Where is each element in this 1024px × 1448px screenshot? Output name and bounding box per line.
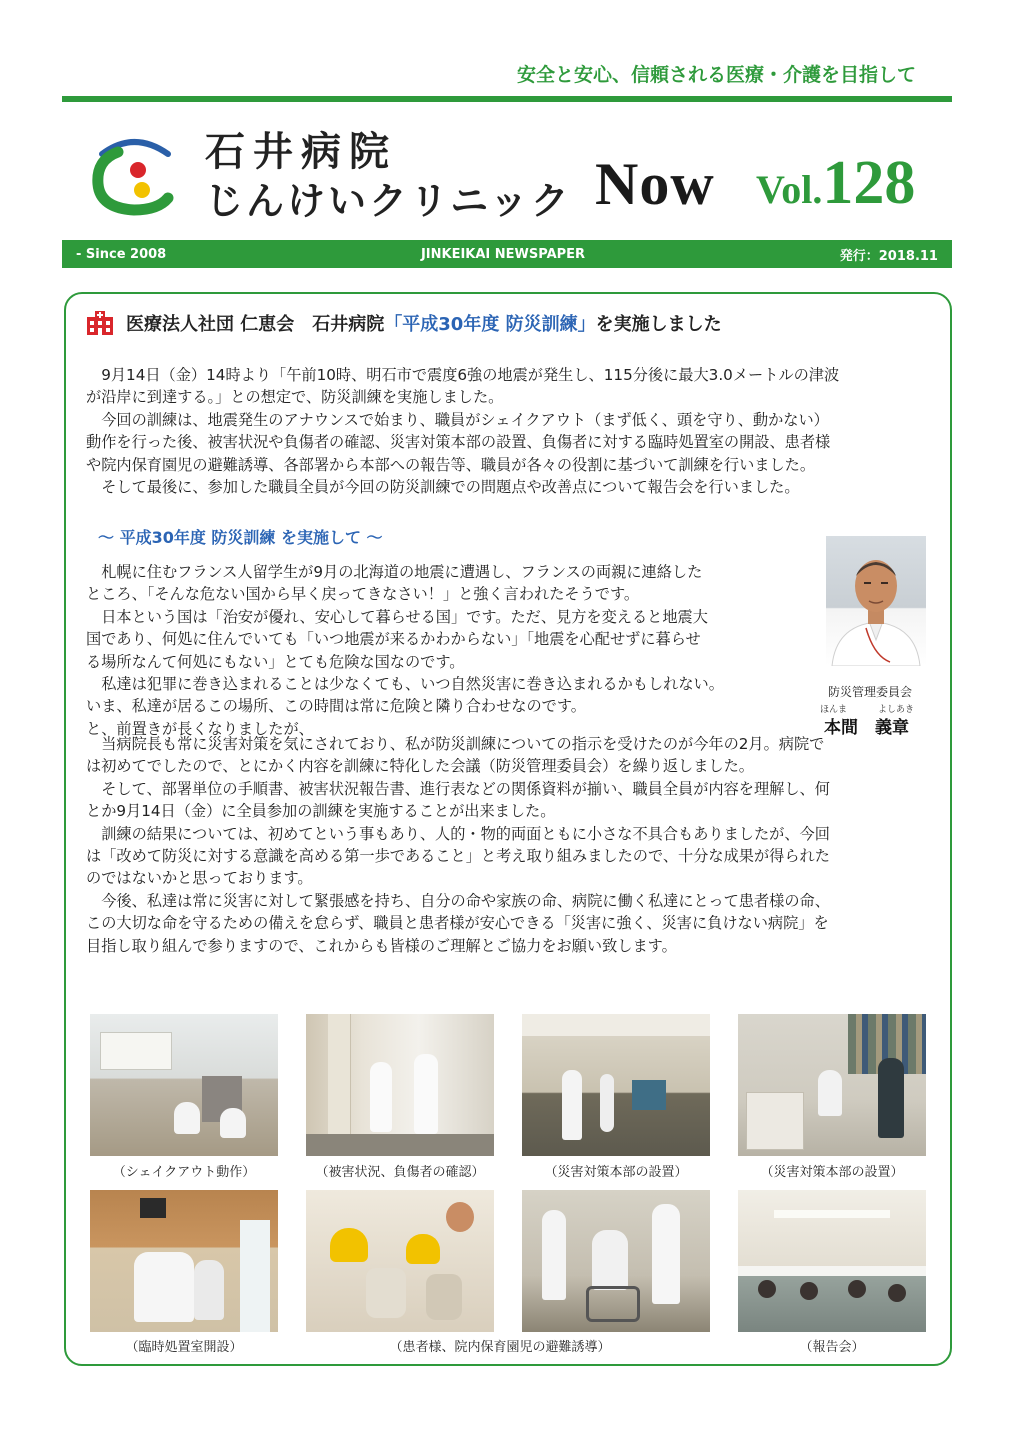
body-line: 日本という国は「治安が優れ、安心して暮らせる国」です。ただ、見方を変えると地震大 <box>101 607 708 626</box>
report-paragraph-narrow <box>86 561 798 740</box>
photo-caption: （患者様、院内保育園児の避難誘導） <box>389 1340 611 1355</box>
body-line: は「改めて防災に対する意識を高める第一歩であること」と考え取り組みましたので、十分な成果が得られた <box>86 847 830 866</box>
volume-prefix: Vol. <box>756 167 823 212</box>
volume-value: 128 <box>822 149 916 217</box>
issue-date: 発行：2018.11 <box>839 248 938 264</box>
title-hospital: 石井病院 <box>205 128 397 175</box>
author-portrait <box>826 536 926 666</box>
ruby-family: ほんま <box>820 705 848 715</box>
body-line: 目指し取り組んで参りますので、これからも皆様のご理解とご協力をお願い致します。 <box>86 936 677 955</box>
photo-caption: （災害対策本部の設置） <box>544 1165 688 1180</box>
hospital-building-icon <box>86 310 114 336</box>
photo-debrief <box>738 1190 926 1332</box>
title-suffix: を実施しました <box>595 314 722 335</box>
photo-caption: （シェイクアウト動作） <box>112 1165 256 1180</box>
photo-disaster-hq <box>738 1014 926 1156</box>
report-paragraph-wide <box>86 733 946 957</box>
photo-caption: （被害状況、負傷者の確認） <box>315 1165 485 1180</box>
intro-line: 今回の訓練は、地震発生のアナウンスで始まり、職員がシェイクアウト（まず低く、頭を守り、動かない） <box>101 410 829 429</box>
title-org: 医療法人社団 仁恵会 石井病院 <box>126 314 385 335</box>
intro-line: 動作を行った後、被害状況や負傷者の確認、災害対策本部の設置、負傷者に対する臨時処置室の開設、患者様 <box>86 433 831 452</box>
author-name: 本間 義章 <box>824 718 909 738</box>
masthead-bar <box>62 240 952 268</box>
body-line: この大切な命を守るための備えを怠らず、職員と患者様が安心できる「災害に強く、災害に負けない病院」を <box>86 914 829 933</box>
section-subheading: ～ 平成30年度 防災訓練 を実施して ～ <box>98 528 383 547</box>
article-title <box>86 310 722 336</box>
photo-hq-setup <box>522 1014 710 1156</box>
intro-line: 9月14日（金）14時より「午前10時、明石市で震度6強の地震が発生し、115分後に最大3.0メートルの津波 <box>101 366 840 384</box>
photo-evacuation-children <box>306 1190 494 1332</box>
hospital-logo-icon <box>88 128 180 218</box>
author-committee: 防災管理委員会 <box>828 685 913 699</box>
photo-caption: （報告会） <box>799 1340 865 1355</box>
since-label: - Since 2008 <box>76 246 167 262</box>
now-logotype: Now <box>595 151 715 217</box>
body-line: のではないかと思っております。 <box>86 869 313 888</box>
photo-evacuation-patients <box>522 1190 710 1332</box>
intro-line: や院内保育園児の避難誘導、各部署から本部への報告等、職員が各々の役割に基づいて訓練を行いました。 <box>86 455 815 474</box>
person-portrait-icon <box>826 536 926 666</box>
body-line: 札幌に住むフランス人留学生が9月の北海道の地震に遭遇し、フランスの両親に連絡した <box>101 563 703 581</box>
body-line: 今後、私達は常に災害に対して緊張感を持ち、自分の命や家族の命、病院に働く私達にとって患者様の命、 <box>101 891 830 910</box>
body-line: とか9月14日（金）に全員参加の訓練を実施することが出来ました。 <box>86 802 556 821</box>
volume-number <box>756 148 915 219</box>
body-line: る場所なんて何処にもない」とても危険な国なのです。 <box>86 652 465 671</box>
title-clinic: じんけいクリニック <box>205 178 572 223</box>
title-event: 「平成30年度 防災訓練」 <box>384 314 596 335</box>
body-line: そして、部署単位の手順書、被害状況報告書、進行表などの関係資料が揃い、職員全員が内容を理解し、何 <box>101 779 830 798</box>
photo-caption: （臨時処置室開設） <box>125 1340 243 1355</box>
body-line: 私達は犯罪に巻き込まれることは少なくても、いつ自然災害に巻き込まれるかもしれない。 <box>101 675 724 694</box>
body-line: 訓練の結果については、初めてという事もあり、人的・物的両面ともに小さな不具合もありましたが、今回 <box>101 824 830 843</box>
body-line: と、前置きが長くなりましたが、 <box>86 719 314 738</box>
body-line: 国であり、何処に住んでいても「いつ地震が来るかわからない」「地震を心配せずに暮らせ <box>86 630 701 649</box>
photo-damage-check <box>306 1014 494 1156</box>
photo-caption: （災害対策本部の設置） <box>760 1165 904 1180</box>
intro-line: そして最後に、参加した職員全員が今回の防災訓練での問題点や改善点について報告会を行いました。 <box>101 478 800 497</box>
intro-line: が沿岸に到達する。」との想定で、防災訓練を実施しました。 <box>86 388 504 407</box>
newspaper-name: JINKEIKAI NEWSPAPER <box>420 246 586 262</box>
body-line: 当病院長も常に災害対策を気にされており、私が防災訓練についての指示を受けたのが今年の2月。病院で <box>101 735 825 753</box>
body-line: いま、私達が居るこの場所、この時間は常に危険と隣り合わせなのです。 <box>86 697 586 716</box>
top-rule <box>62 96 952 102</box>
photo-shakeout <box>90 1014 278 1156</box>
body-line: ところ、「そんな危ない国から早く戻ってきなさい！」と強く言われたそうです。 <box>86 585 640 604</box>
tagline: 安全と安心、信頼される医療・介護を目指して <box>516 64 916 86</box>
intro-paragraph <box>86 364 946 498</box>
body-line: は初めてでしたので、とにかく内容を訓練に特化した会議（防災管理委員会）を繰り返しました。 <box>86 757 754 776</box>
photo-treatment-room <box>90 1190 278 1332</box>
ruby-given: よしあき <box>878 705 915 715</box>
